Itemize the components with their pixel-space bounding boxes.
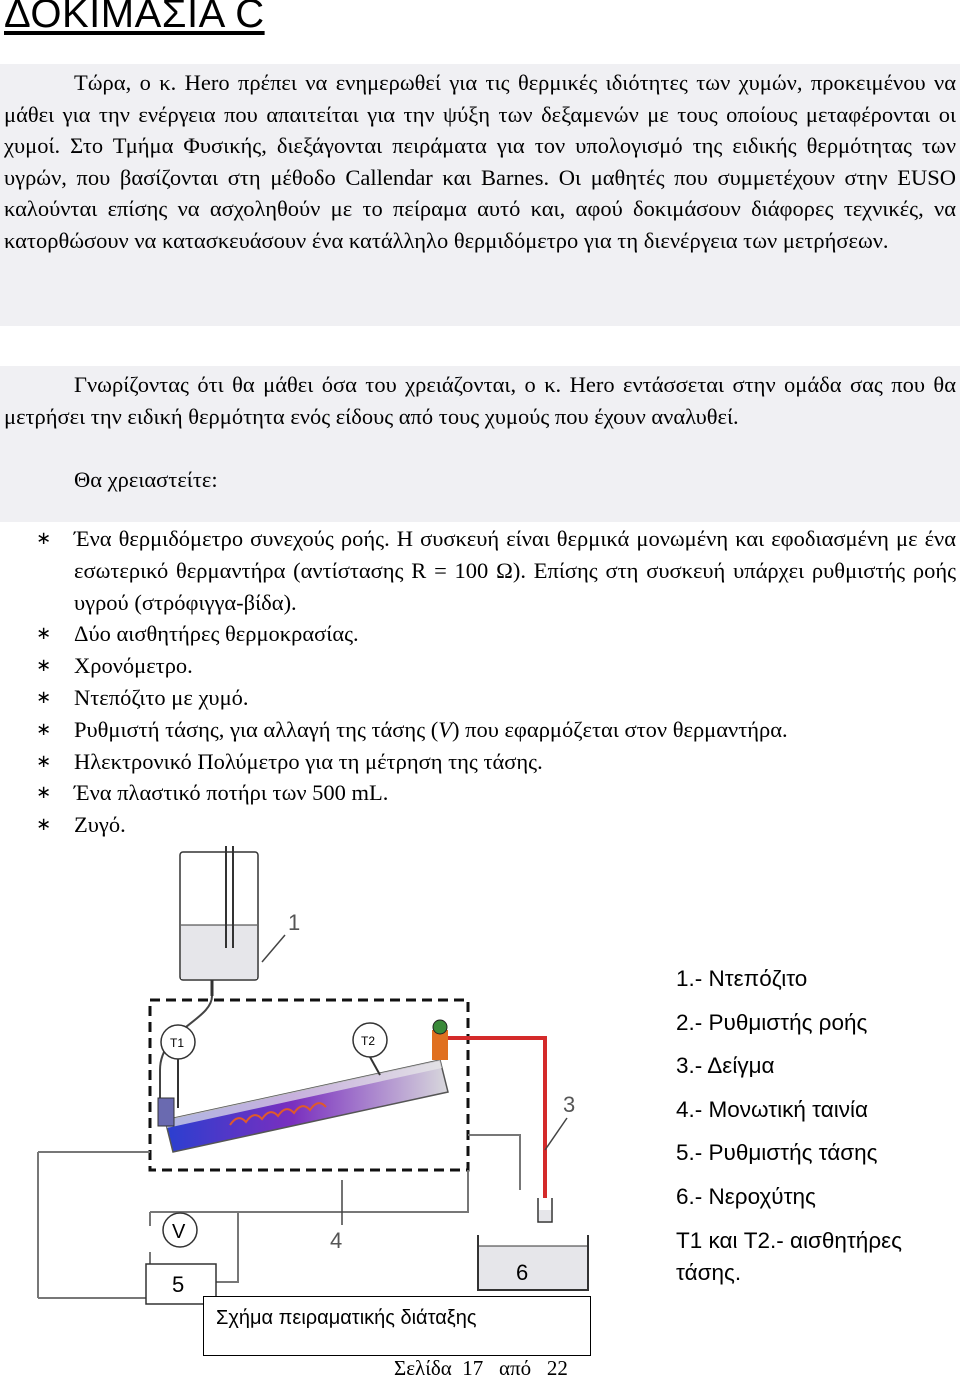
legend-item: 6.- Νεροχύτης <box>676 1183 816 1209</box>
legend-item: 4.- Μονωτική ταινία <box>676 1096 868 1122</box>
page-footer: Σελίδα 17 από 22 <box>394 1356 568 1380</box>
reservoir-liquid <box>181 925 257 979</box>
legend-item: 3.- Δείγμα <box>676 1053 775 1078</box>
label-3: 3 <box>563 1092 576 1117</box>
sample-tube <box>165 1060 448 1152</box>
legend-item: 1.- Ντεπόζιτο <box>676 966 808 991</box>
sample-beaker <box>538 1198 552 1222</box>
legend-item: 2.- Ρυθμιστής ροής <box>676 1009 868 1035</box>
figure-caption: Σχήμα πειραματικής διάταξης <box>203 1296 591 1356</box>
bullet-icon: ∗ <box>36 655 52 677</box>
needs-label: Θα χρειαστείτε: <box>74 467 218 492</box>
task-text: Γνωρίζοντας ότι θα μάθει όσα του χρειάζονται, ο κ. Hero εντάσσεται στην ομάδα σας που θα μετρήσει την ειδική θερμότητα ενός είδους από τους χυμούς που έχουν αναλυθεί. <box>4 372 956 429</box>
label-v: V <box>172 1221 186 1243</box>
equipment-item: ∗ Ντεπόζιτο με χυμό. <box>0 682 960 714</box>
equipment-item: ∗ Ρυθμιστή τάσης, για αλλαγή της τάσης (V) που εφαρμόζεται στον θερμαντήρα. <box>0 714 960 746</box>
inlet-fitting <box>158 1098 174 1126</box>
intro-text: Τώρα, ο κ. Hero πρέπει να ενημερωθεί για τις θερμικές ιδιότητες των χυμών, προκειμένου να μάθει για την ενέργεια που απαιτείται για την ψύξη των δεξαμενών με τους οποίους μεταφέρονται οι χυμοί. Στο Τμήμα Φυσικής, διεξάγονται πειράματα για τον υπολογισμό της ειδικής θερμότητας των υγρών, που βασίζονται στη μέθοδο Callendar και Barnes. Οι μαθητές που συμμετέχουν στην EUSO καλούνται επίσης να ασχοληθούν με το πείραμα αυτό και, αφού δοκιμάσουν διάφορες τεχνικές, να κατορθώσουν να κατασκευάσουν ένα κατάλληλο θερμιδόμετρο για τη διενέργεια των μετρήσεων. <box>4 70 956 253</box>
label-t1: T1 <box>170 1036 185 1050</box>
bullet-icon: ∗ <box>36 750 52 772</box>
bullet-icon: ∗ <box>36 686 52 708</box>
equipment-item: ∗ Χρονόμετρο. <box>0 650 960 682</box>
label-6: 6 <box>516 1260 529 1285</box>
voltage-symbol: V <box>438 716 452 742</box>
equipment-item: ∗ Ηλεκτρονικό Πολύμετρο για τη μέτρηση της τάσης. <box>0 746 960 778</box>
label-4: 4 <box>330 1228 343 1253</box>
label-1: 1 <box>288 910 301 935</box>
equipment-list <box>0 523 960 841</box>
bullet-icon: ∗ <box>36 782 52 804</box>
equipment-item: ∗ Ζυγό. <box>0 809 960 841</box>
page-title: ΔΟΚΙΜΑΣΙΑ C <box>4 0 265 36</box>
task-paragraph <box>4 369 956 432</box>
valve-knob <box>433 1020 447 1034</box>
bullet-icon: ∗ <box>36 814 52 836</box>
bullet-icon: ∗ <box>36 718 52 740</box>
outlet-pipe <box>448 1038 545 1200</box>
label-t2: T2 <box>361 1034 376 1048</box>
legend-item: 5.- Ρυθμιστής τάσης <box>676 1140 878 1165</box>
equipment-item: ∗ Ένα πλαστικό ποτήρι των 500 mL. <box>0 777 960 809</box>
diagram-legend <box>676 964 956 1285</box>
bullet-icon: ∗ <box>36 528 52 549</box>
label-5: 5 <box>172 1272 185 1297</box>
sink <box>478 1235 588 1290</box>
equipment-item: ∗ Ένα θερμιδόμετρο συνεχούς ροής. Η συσκευή είναι θερμικά μονωμένη και εφοδιασμένη με ένα εσωτερικό θερμαντήρα (αντίστασης R = 100 Ω). Επίσης στη συσκευή υπάρχει ρυθμιστής ροής υγρού (στρόφιγγα-βίδα). <box>0 523 960 618</box>
bullet-icon: ∗ <box>36 623 52 645</box>
setup-diagram <box>0 838 660 1308</box>
intro-paragraph <box>4 67 956 256</box>
reservoir <box>180 846 258 996</box>
legend-item: T1 και T2.- αισθητήρες τάσης. <box>676 1228 902 1285</box>
equipment-item: ∗ Δύο αισθητήρες θερμοκρασίας. <box>0 618 960 650</box>
